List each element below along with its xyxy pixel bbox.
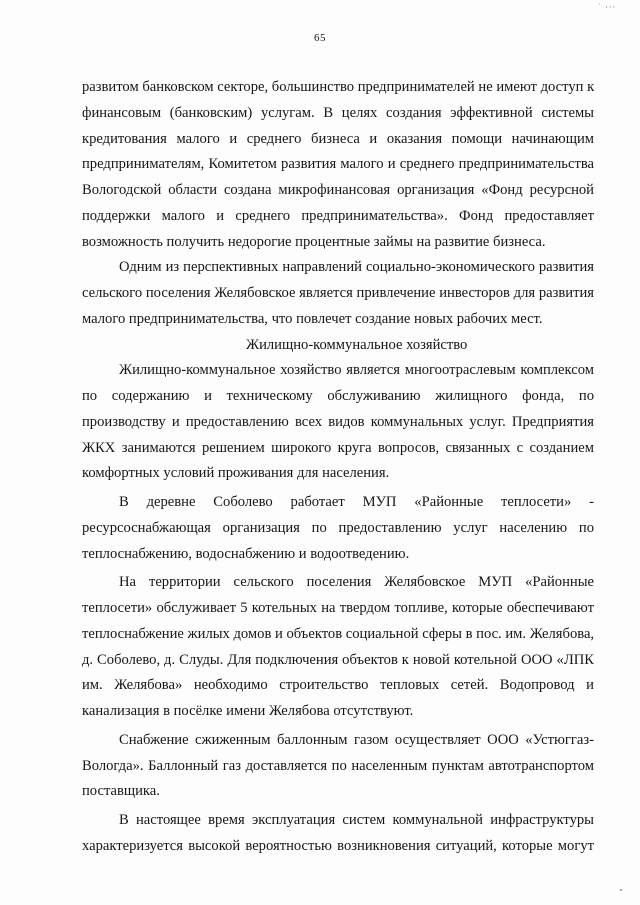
text-line: кредитования малого и среднего бизнеса и оказания помощи начинающим — [82, 130, 594, 147]
text-line: Снабжение сжиженным баллонным газом осуществляет ООО «Устюггаз- — [119, 731, 594, 748]
text-line: финансовым (банковским) услугам. В целях создания эффективной системы — [82, 104, 594, 121]
text-line: малого предпринимательства, что повлечет создание новых рабочих мест. — [82, 310, 543, 327]
text-line: теплоснабжению, водоснабжению и водоотведению. — [82, 545, 410, 562]
text-line: теплосети» обслуживает 5 котельных на твердом топливе, которые обеспечивают — [82, 600, 594, 616]
section-heading: Жилищно-коммунальное хозяйство — [246, 336, 468, 353]
text-line: развитом банковском секторе, большинство предпринимателей не имеют доступ к — [82, 79, 595, 95]
text-line: сельского поселения Желябовское является привлечение инвесторов для развития — [82, 285, 594, 301]
text-line: характеризуется высокой вероятностью возникновения ситуаций, которые могут — [82, 837, 594, 854]
text-line: В деревне Соболево работает МУП «Районные теплосети» - — [119, 494, 594, 510]
text-line: теплоснабжение жилых домов и объектов социальной сферы в пос. им. Желябова, — [82, 625, 595, 642]
paragraph-soboleva — [82, 490, 594, 567]
text-line: производству и предоставлению всех видов коммунальных услуг. Предприятия — [82, 413, 594, 430]
text-line: возможность получить недорогие процентные займы на развитие бизнеса. — [82, 233, 546, 250]
text-line: ресурсоснабжающая организация по предоставлению услуг населению по — [82, 519, 594, 536]
page-body — [82, 75, 594, 860]
text-line: В настоящее время эксплуатация систем коммунальной инфраструктуры — [119, 812, 594, 828]
text-line: поддержки малого и среднего предпринимательства». Фонд предоставляет — [82, 207, 594, 224]
paragraph-infrastructure — [82, 808, 594, 860]
text-line: ЖКХ занимаются решением широкого круга вопросов, связанных с созданием — [82, 439, 594, 456]
text-line: канализация в посёлке имени Желябова отсутствуют. — [82, 703, 414, 719]
scan-corner-mark: · ,,, — [598, 0, 616, 9]
text-line: На территории сельского поселения Желябовское МУП «Районные — [119, 574, 594, 591]
page-number: 65 — [314, 32, 326, 44]
text-line: Одним из перспективных направлений социально-экономического развития — [119, 259, 594, 276]
scan-artifact-dot — [620, 889, 622, 891]
text-line: д. Соболево, д. Слуды. Для подключения объектов к новой котельной ООО «ЛПК — [82, 651, 594, 668]
text-line: Жилищно-коммунальное хозяйство является многоотраслевым комплексом — [119, 362, 594, 379]
paragraph-gas-supply — [82, 728, 594, 805]
text-line: Вологда». Баллонный газ доставляется по населенным пунктам автотранспортом — [82, 757, 594, 774]
paragraph-investors — [82, 255, 594, 332]
paragraph-boiler-houses — [82, 570, 594, 725]
text-line: предпринимателям, Комитетом развития малого и среднего предпринимательства — [82, 156, 594, 173]
text-line: по содержанию и техническому обслуживанию жилищного фонда, по — [82, 388, 594, 404]
text-line: поставщика. — [82, 783, 160, 800]
text-line: Вологодской области создана микрофинансовая организация «Фонд ресурсной — [82, 182, 594, 198]
paragraph-housing-utilities — [82, 358, 594, 487]
text-line: им. Желябова» необходимо строительство тепловых сетей. Водопровод и — [82, 677, 594, 694]
text-line: комфортных условий проживания для населения. — [82, 465, 390, 482]
paragraph-microfinance — [82, 75, 594, 255]
